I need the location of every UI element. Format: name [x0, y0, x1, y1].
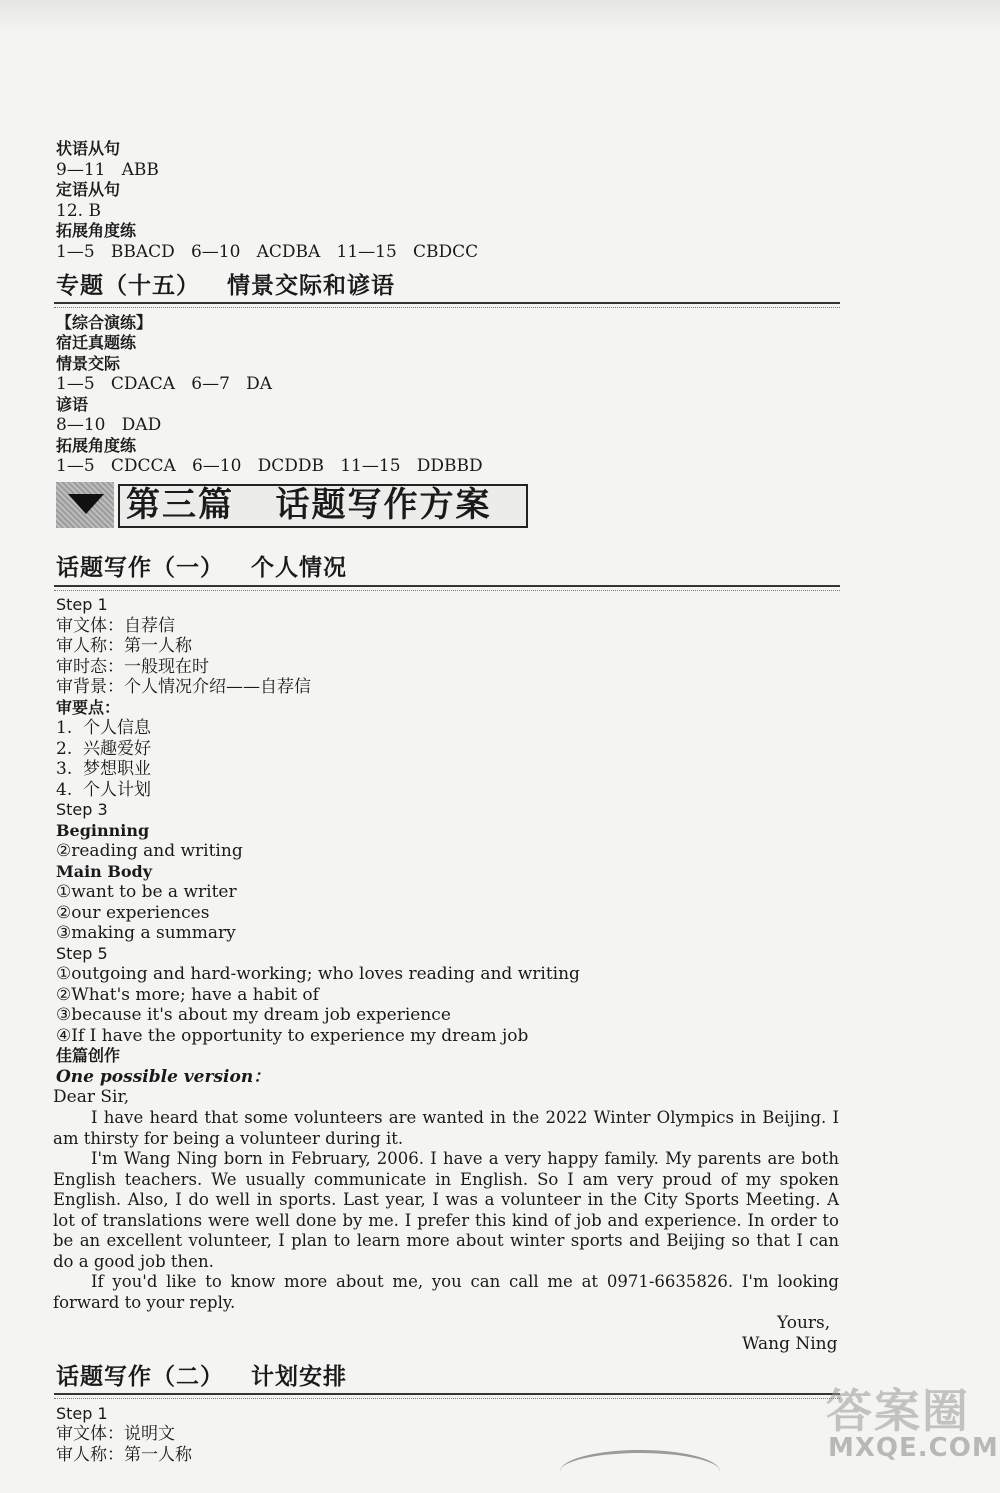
attributive-clause-answers: 12. B [56, 201, 101, 221]
page-curve-decoration [560, 1450, 720, 1493]
writing1-step3: Step 3 [56, 800, 108, 819]
writing1-tense: 审时态：一般现在时 [56, 657, 209, 677]
step5-line: ③because it's about my dream job experience [56, 1005, 451, 1025]
adverbial-clause-label: 状语从句 [56, 139, 121, 158]
step5-line: ①outgoing and hard-working; who loves reading and writing [56, 964, 580, 984]
situational-answers: 1—5 CDACA 6—7 DA [56, 374, 273, 394]
banner-title: 第三篇 话题写作方案 [126, 485, 492, 525]
page-top-shade [0, 0, 1000, 34]
beginning-label: Beginning [56, 821, 150, 840]
banner-arrow-box [56, 482, 114, 528]
attributive-clause-label: 定语从句 [56, 180, 121, 199]
writing1-point: 1. 个人信息 [56, 718, 152, 738]
letter-closing: Yours, [777, 1313, 831, 1333]
writing2-heading: 话题写作（二） 计划安排 [56, 1364, 348, 1390]
arrow-down-icon [68, 494, 104, 514]
writing2-genre: 审文体：说明文 [56, 1424, 175, 1444]
writing2-step1: Step 1 [56, 1404, 108, 1423]
writing1-point: 3. 梦想职业 [56, 759, 152, 779]
writing1-genre: 审文体：自荐信 [56, 616, 175, 636]
writing2-rule [54, 1393, 840, 1399]
adverbial-clause-answers: 9—11 ABB [56, 160, 159, 180]
part3-banner [56, 482, 530, 528]
main-body-line: ③making a summary [56, 923, 236, 943]
topic15-extension-label: 拓展角度练 [56, 436, 137, 455]
step5-line: ④If I have the opportunity to experience my dream job [56, 1026, 529, 1046]
main-body-label: Main Body [56, 862, 153, 881]
writing2-person: 审人称：第一人称 [56, 1445, 192, 1465]
step5-line: ②What's more; have a habit of [56, 985, 319, 1005]
essay-paragraph-1: I have heard that some volunteers are wanted in the 2022 Winter Olympics in Beijing. I am thirsty for being a volunteer during it. [53, 1108, 839, 1148]
letter-signature: Wang Ning [742, 1334, 838, 1354]
watermark [818, 1375, 998, 1467]
situational-label: 情景交际 [56, 354, 121, 373]
writing1-step5: Step 5 [56, 944, 108, 963]
real-exam-label: 宿迁真题练 [56, 333, 137, 352]
watermark-logo: 答案圈 [826, 1384, 970, 1438]
writing1-point: 4. 个人计划 [56, 780, 152, 800]
main-body-line: ②our experiences [56, 903, 210, 923]
writing1-heading: 话题写作（一） 个人情况 [56, 555, 348, 581]
extension-practice-answers: 1—5 BBACD 6—10 ACDBA 11—15 CBDCC [56, 242, 479, 262]
extension-practice-label: 拓展角度练 [56, 221, 137, 240]
topic15-rule [54, 302, 840, 308]
possible-version-label: One possible version： [56, 1067, 271, 1087]
writing1-points-label: 审要点： [56, 698, 121, 717]
writing1-rule [54, 585, 840, 591]
salutation: Dear Sir, [53, 1087, 130, 1107]
main-body-line: ①want to be a writer [56, 882, 237, 902]
writing1-point: 2. 兴趣爱好 [56, 739, 152, 759]
proverb-label: 谚语 [56, 395, 89, 414]
beginning-line: ②reading and writing [56, 841, 243, 861]
writing1-person: 审人称：第一人称 [56, 636, 192, 656]
essay-paragraph-3: If you'd like to know more about me, you can call me at 0971-6635826. I'm looking forward to your reply. [53, 1272, 839, 1312]
writing1-background: 审背景：个人情况介绍——自荐信 [56, 677, 311, 697]
topic15-heading: 专题（十五） 情景交际和谚语 [56, 273, 396, 299]
essay-paragraph-2: I'm Wang Ning born in February, 2006. I have a very happy family. My parents are both English teachers. We usually communicate in English. So I am very proud of my spoken English. Also, I do well in sports. Last year, I was a volunteer in the City Sports Meeting. A lot of translations were well done by me. I prefer this kind of job and experience. In order to be an excellent volunteer, I plan to learn more about winter sports and Beijing so that I can do a good job then. [53, 1149, 839, 1271]
topic15-extension-answers: 1—5 CDCCA 6—10 DCDDB 11—15 DDBBD [56, 456, 483, 476]
watermark-url: MXQE.COM [828, 1433, 999, 1463]
proverb-answers: 8—10 DAD [56, 415, 162, 435]
essay-label: 佳篇创作 [56, 1046, 121, 1065]
writing1-step1: Step 1 [56, 595, 108, 614]
comprehensive-practice-label: 【综合演练】 [56, 313, 153, 332]
